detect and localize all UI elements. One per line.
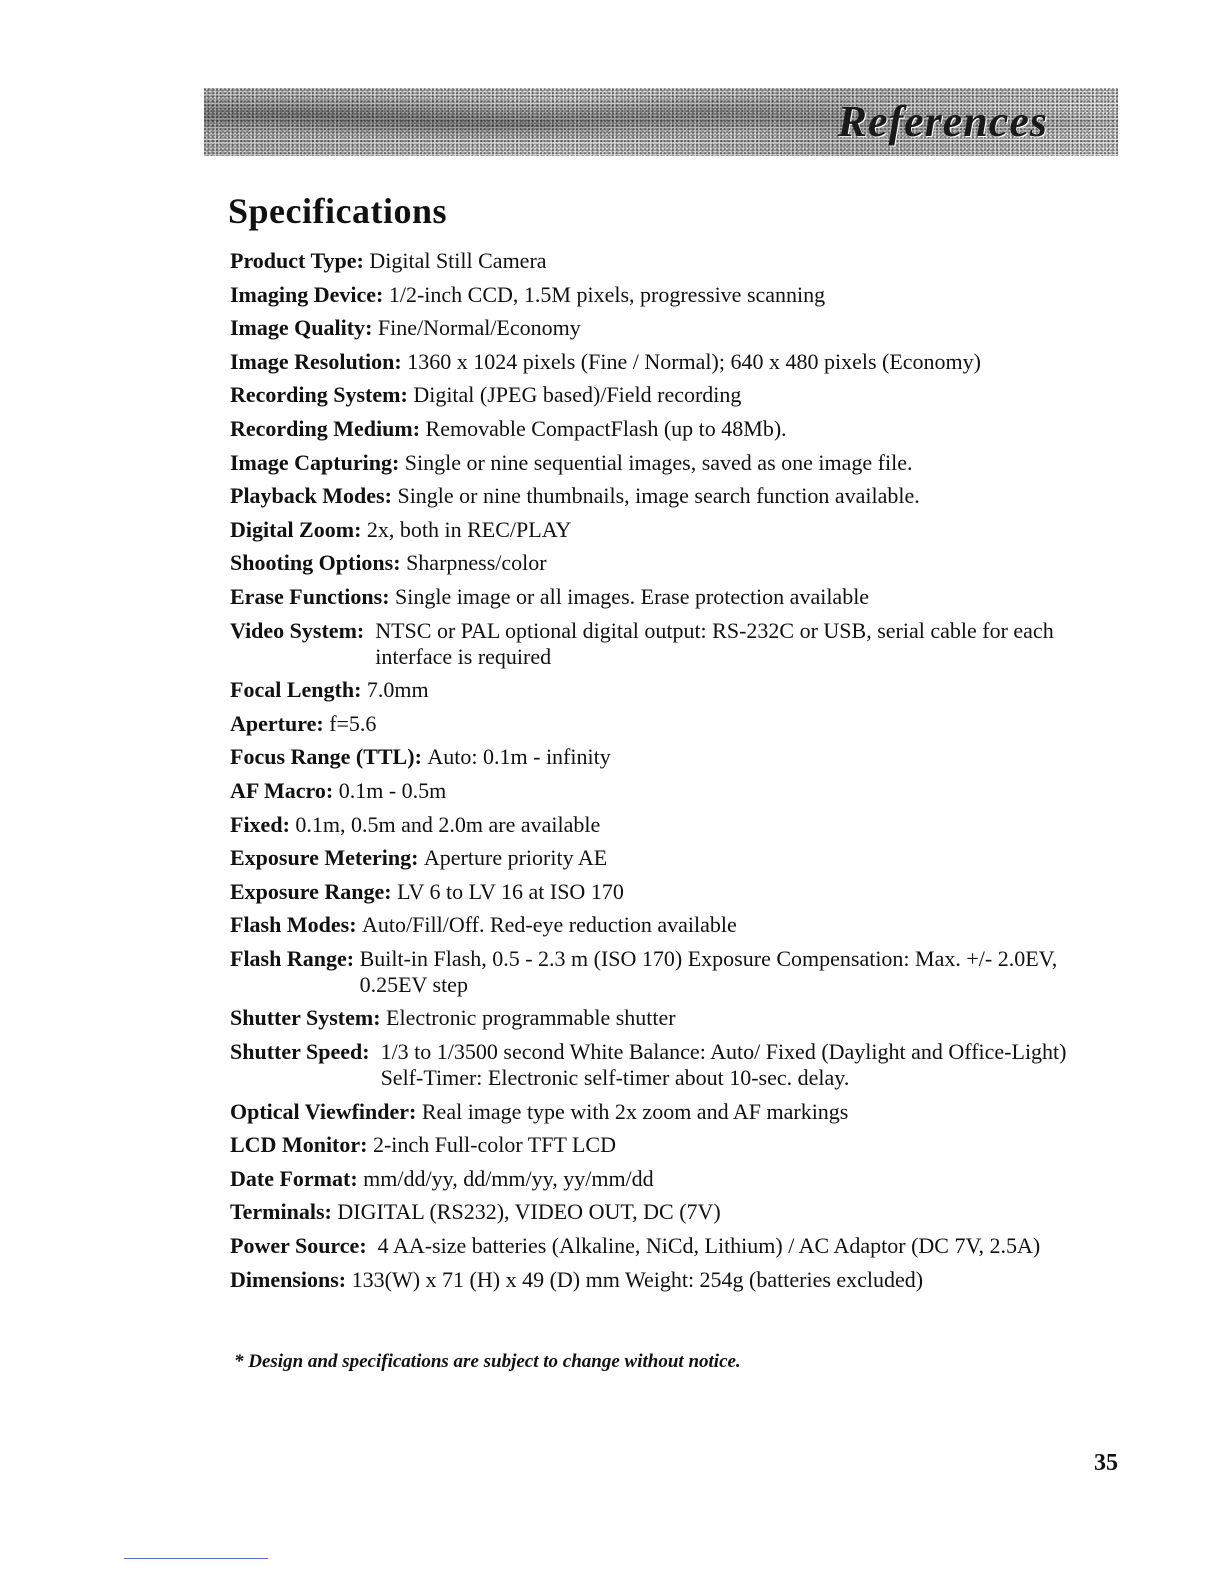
- spec-label: Image Quality: [230, 315, 366, 341]
- spec-value: 0.1m - 0.5m: [338, 777, 447, 803]
- spec-flash-modes: Flash Modes: Auto/Fill/Off. Red-eye reduction available: [230, 912, 737, 938]
- spec-playback-modes: Playback Modes: Single or nine thumbnails, image search function available.: [230, 483, 920, 509]
- spec-label: Playback Modes: [230, 483, 385, 509]
- spec-label: Video System: [230, 617, 357, 643]
- spec-shutter-speed: Shutter Speed : 1/3 to 1/3500 second White Balance: Auto/ Fixed (Daylight and Office-Light) Self-Timer: Electronic self-timer about 10-sec. delay.: [230, 1039, 1090, 1091]
- spec-value: f=5.6: [329, 710, 377, 736]
- spec-erase-functions: Erase Functions: Single image or all images. Erase protection available: [230, 583, 870, 609]
- spec-value: Sharpness/color: [406, 550, 547, 576]
- spec-label: Dimensions: [230, 1266, 339, 1292]
- spec-value: Digital (JPEG based)/Field recording: [413, 382, 742, 408]
- spec-value: LV 6 to LV 16 at ISO 170: [397, 878, 624, 904]
- spec-label: LCD Monitor: [230, 1132, 361, 1158]
- page-title: Specifications: [228, 191, 447, 231]
- spec-label: Date Format: [230, 1165, 351, 1191]
- spec-focus-range: Focus Range (TTL): Auto: 0.1m - infinity: [230, 744, 611, 770]
- spec-value: Built-in Flash, 0.5 - 2.3 m (ISO 170) Exposure Compensation: Max. +/- 2.0EV, 0.25EV step: [359, 945, 1058, 997]
- spec-digital-zoom: Digital Zoom: 2x, both in REC/PLAY: [230, 516, 572, 542]
- spec-shutter-system: Shutter System: Electronic programmable shutter: [230, 1005, 676, 1031]
- spec-label: Focus Range (TTL): [230, 744, 415, 770]
- spec-shooting-options: Shooting Options: Sharpness/color: [230, 550, 547, 576]
- spec-value: 2x, both in REC/PLAY: [366, 516, 572, 542]
- spec-label: Recording Medium: [230, 415, 413, 441]
- spec-imaging-device: Imaging Device: 1/2-inch CCD, 1.5M pixels, progressive scanning: [230, 281, 826, 307]
- spec-value: 0.1m, 0.5m and 2.0m are available: [295, 811, 601, 837]
- spec-value: 133(W) x 71 (H) x 49 (D) mm Weight: 254g (batteries excluded): [351, 1266, 924, 1292]
- spec-value: 4 AA-size batteries (Alkaline, NiCd, Lithium) / AC Adaptor (DC 7V, 2.5A): [377, 1233, 1041, 1259]
- spec-label: Product Type: [230, 248, 357, 273]
- spec-value: DIGITAL (RS232), VIDEO OUT, DC (7V): [337, 1199, 721, 1225]
- spec-image-capturing: Image Capturing: Single or nine sequential images, saved as one image file.: [230, 449, 913, 475]
- spec-value: Real image type with 2x zoom and AF markings: [421, 1098, 849, 1124]
- spec-value: Electronic programmable shutter: [386, 1005, 676, 1031]
- spec-image-resolution: Image Resolution: 1360 x 1024 pixels (Fine / Normal); 640 x 480 pixels (Economy): [230, 348, 981, 374]
- spec-label: Flash Modes: [230, 912, 350, 938]
- spec-value: 7.0mm: [366, 677, 429, 703]
- spec-label: Image Capturing: [230, 449, 392, 475]
- spec-value: Single image or all images. Erase protection available: [395, 583, 870, 609]
- spec-value: Aperture priority AE: [423, 845, 608, 871]
- spec-label: Shutter Speed: [230, 1039, 363, 1065]
- spec-value: 2-inch Full-color TFT LCD: [372, 1132, 616, 1158]
- specifications-list: [230, 248, 1090, 1300]
- spec-label: Recording System: [230, 382, 401, 408]
- spec-video-system: Video System : NTSC or PAL optional digital output: RS-232C or USB, serial cable for each interface is required: [230, 618, 1090, 670]
- spec-label: Digital Zoom: [230, 516, 355, 542]
- banner-title: References: [837, 97, 1048, 146]
- section-banner: [204, 88, 1118, 156]
- page-number: 35: [1094, 1450, 1118, 1476]
- spec-value: Digital Still Camera: [369, 248, 547, 273]
- spec-label: Imaging Device: [230, 281, 377, 307]
- spec-value: 1/3 to 1/3500 second White Balance: Auto/ Fixed (Daylight and Office-Light) Self-Timer: Electronic self-timer about 10-sec. delay.: [380, 1039, 1067, 1091]
- spec-exposure-range: Exposure Range: LV 6 to LV 16 at ISO 170: [230, 878, 624, 904]
- spec-value: Removable CompactFlash (up to 48Mb).: [425, 415, 787, 441]
- spec-value: 1/2-inch CCD, 1.5M pixels, progressive scanning: [388, 281, 826, 307]
- spec-value: mm/dd/yy, dd/mm/yy, yy/mm/dd: [363, 1165, 654, 1191]
- spec-terminals: Terminals: DIGITAL (RS232), VIDEO OUT, DC (7V): [230, 1199, 721, 1225]
- spec-label: Optical Viewfinder: [230, 1098, 410, 1124]
- spec-label: Exposure Metering: [230, 845, 412, 871]
- spec-label: Shooting Options: [230, 550, 394, 576]
- spec-label: Image Resolution: [230, 348, 395, 374]
- spec-label: Fixed: [230, 811, 283, 837]
- spec-label: Power Source: [230, 1233, 360, 1259]
- spec-label: Exposure Range: [230, 878, 385, 904]
- footer-divider: [124, 1558, 268, 1559]
- spec-label: Focal Length: [230, 677, 355, 703]
- spec-date-format: Date Format: mm/dd/yy, dd/mm/yy, yy/mm/dd: [230, 1165, 654, 1191]
- spec-optical-viewfinder: Optical Viewfinder: Real image type with 2x zoom and AF markings: [230, 1098, 849, 1124]
- spec-focal-length: Focal Length: 7.0mm: [230, 677, 429, 703]
- spec-image-quality: Image Quality: Fine/Normal/Economy: [230, 315, 581, 341]
- spec-label: Shutter System: [230, 1005, 374, 1031]
- spec-label: Aperture: [230, 710, 317, 736]
- spec-power-source: Power Source : 4 AA-size batteries (Alkaline, NiCd, Lithium) / AC Adaptor (DC 7V, 2.5A): [230, 1233, 1090, 1259]
- spec-label: AF Macro: [230, 777, 326, 803]
- spec-lcd-monitor: LCD Monitor: 2-inch Full-color TFT LCD: [230, 1132, 616, 1158]
- spec-label: Erase Functions: [230, 583, 383, 609]
- spec-label: Flash Range: [230, 945, 347, 971]
- disclaimer-note: * Design and specifications are subject to change without notice.: [234, 1351, 741, 1372]
- spec-value: Auto: 0.1m - infinity: [427, 744, 611, 770]
- spec-fixed: Fixed: 0.1m, 0.5m and 2.0m are available: [230, 811, 601, 837]
- spec-label: Terminals: [230, 1199, 325, 1225]
- spec-recording-system: Recording System: Digital (JPEG based)/Field recording: [230, 382, 742, 408]
- spec-product-type: Product Type: Digital Still Camera: [230, 248, 547, 273]
- spec-exposure-metering: Exposure Metering: Aperture priority AE: [230, 845, 608, 871]
- spec-value: NTSC or PAL optional digital output: RS-232C or USB, serial cable for each interface is required: [375, 617, 1054, 669]
- spec-value: Auto/Fill/Off. Red-eye reduction available: [362, 912, 737, 938]
- spec-af-macro: AF Macro: 0.1m - 0.5m: [230, 777, 447, 803]
- spec-value: Single or nine thumbnails, image search function available.: [397, 483, 920, 509]
- spec-value: 1360 x 1024 pixels (Fine / Normal); 640 x 480 pixels (Economy): [407, 348, 981, 374]
- spec-flash-range: Flash Range : Built-in Flash, 0.5 - 2.3 m (ISO 170) Exposure Compensation: Max. +/- 2.0EV, 0.25EV step: [230, 946, 1090, 998]
- spec-recording-medium: Recording Medium: Removable CompactFlash (up to 48Mb).: [230, 415, 787, 441]
- spec-value: Single or nine sequential images, saved as one image file.: [404, 449, 913, 475]
- spec-value: Fine/Normal/Economy: [377, 315, 581, 341]
- spec-dimensions: Dimensions: 133(W) x 71 (H) x 49 (D) mm Weight: 254g (batteries excluded): [230, 1266, 924, 1292]
- spec-aperture: Aperture: f=5.6: [230, 710, 377, 736]
